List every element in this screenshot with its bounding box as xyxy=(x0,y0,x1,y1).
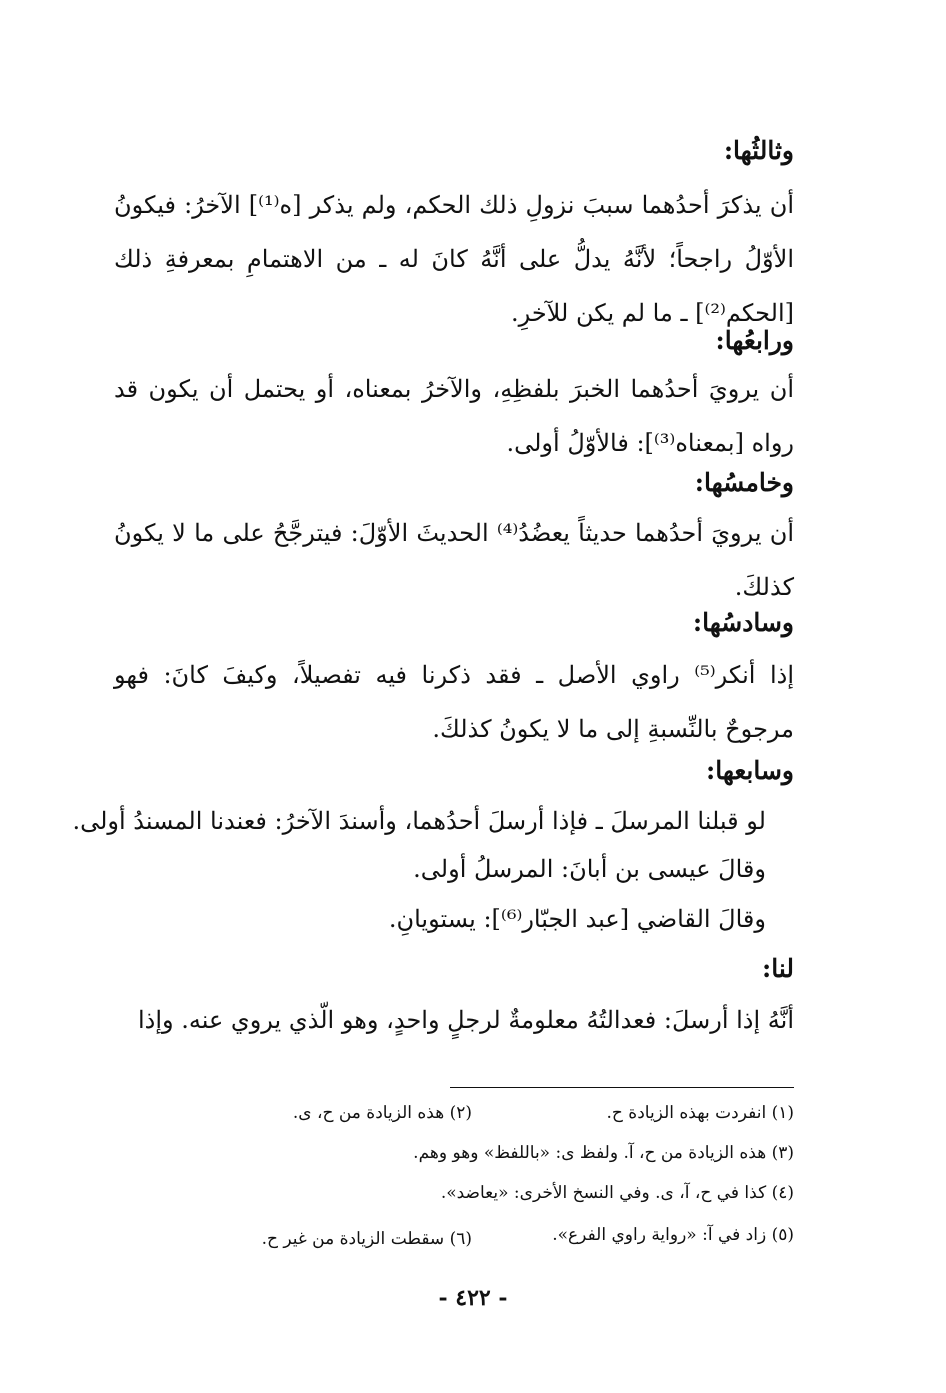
heading-seventh: وسابعها: xyxy=(705,756,794,785)
footnote-1: (١) انفردت بهذه الزيادة ح. xyxy=(606,1103,794,1123)
page-number: - ٤٢٢ - xyxy=(438,1285,508,1311)
paragraph-third: أن يذكرَ أحدُهما سببَ نزولِ ذلك الحكم، ولم يذكر [ه⁽¹⁾] الآخرُ: فيكونُ الأوّلُ راجحاً؛ لأنَّهُ يدلُّ على أنَّهُ كانَ له ـ من الاهتمامِ بمعرفةِ ذلك [الحكم⁽²⁾] ـ ما لم يكن للآخرِ. xyxy=(114,191,794,327)
seventh-line-2: وقالَ عيسى بن أبانَ: المرسلُ أولى. xyxy=(413,855,766,883)
seventh-line-1: لو قبلنا المرسلَ ـ فإذا أرسلَ أحدُهما، وأسندَ الآخرُ: فعندنا المسندُ أولى. xyxy=(72,807,766,835)
seventh-line-3: وقالَ القاضي [عبد الجبّار⁽⁶⁾]: يستويانِ. xyxy=(388,905,766,933)
footnote-5: (٥) زاد في آ: «رواية راوي الفرع». xyxy=(552,1225,794,1245)
footnote-separator xyxy=(450,1087,794,1088)
paragraph-fifth: أن يرويَ أحدُهما حديثاً يعضُدُ⁽⁴⁾ الحديثَ الأوّلَ: فيترجَّحُ على ما لا يكونُ كذلكَ. xyxy=(114,519,794,601)
footnote-2: (٢) هذه الزيادة من ح، ى. xyxy=(292,1103,472,1123)
heading-sixth: وسادسُها: xyxy=(692,608,794,637)
paragraph-fourth: أن يرويَ أحدُهما الخبرَ بلفظِهِ، والآخرُ بمعناه، أو يحتمل أن يكون قد رواه [بمعناه⁽³⁾]: فالأوّلُ أولى. xyxy=(114,375,794,457)
paragraph-lana: أنَّهُ إذا أرسلَ: فعدالتُهُ معلومةٌ لرجلٍ واحدٍ، وهو الّذي يروي عنه. وإذا xyxy=(137,1006,794,1034)
footnote-6: (٦) سقطت الزيادة من غير ح. xyxy=(261,1229,472,1249)
footnote-3: (٣) هذه الزيادة من ح، آ. ولفظ ى: «باللفظ» وهو وهم. xyxy=(413,1143,794,1163)
heading-fifth: وخامسُها: xyxy=(694,468,794,497)
heading-fourth: ورابعُها: xyxy=(715,326,794,355)
heading-lana: لنا: xyxy=(761,954,794,983)
heading-third: وثالثُها: xyxy=(723,136,794,165)
paragraph-sixth: إذا أنكر⁽⁵⁾ راوي الأصل ـ فقد ذكرنا فيه تفصيلاً، وكيفَ كانَ: فهو مرجوحٌ بالنِّسبةِ إلى ما لا يكونُ كذلكَ. xyxy=(114,661,795,743)
footnote-4: (٤) كذا في ح، آ، ى. وفي النسخ الأخرى: «يعاضد». xyxy=(440,1183,794,1203)
